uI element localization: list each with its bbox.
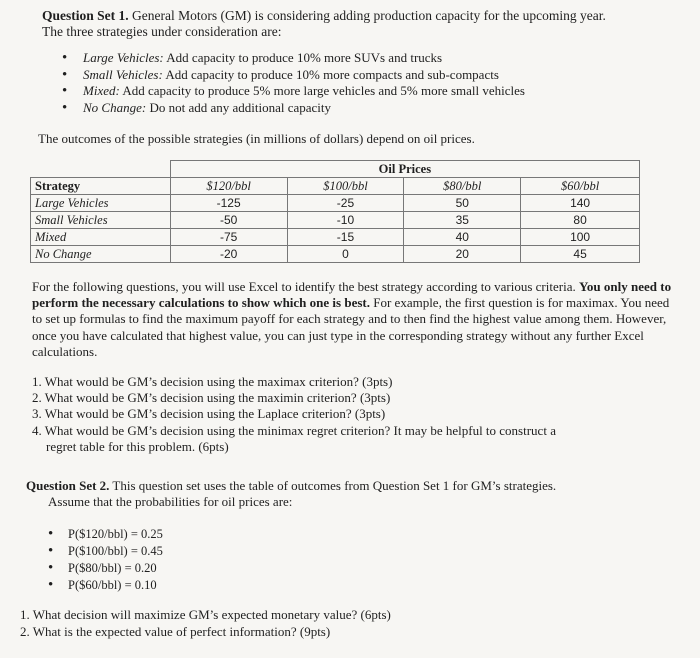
table-cell: -25 bbox=[287, 195, 404, 212]
question-set-1-title-rest: General Motors (GM) is considering adding production capacity for the upcoming year. bbox=[128, 8, 606, 23]
price-header: $100/bbl bbox=[287, 178, 404, 195]
row-label: Small Vehicles bbox=[31, 212, 171, 229]
question-set-2-line2: Assume that the probabilities for oil prices are: bbox=[48, 494, 293, 509]
probability-item: • P($60/bbl) = 0.10 bbox=[48, 577, 163, 594]
strategy-item: • Mixed: Add capacity to produce 5% more large vehicles and 5% more small vehicles bbox=[62, 83, 525, 100]
price-header: $120/bbl bbox=[170, 178, 287, 195]
strategy-item: • Large Vehicles: Add capacity to produce 10% more SUVs and trucks bbox=[62, 50, 525, 67]
outcomes-table bbox=[30, 160, 640, 264]
table-cell: -125 bbox=[170, 195, 287, 212]
question-item-continued: regret table for this problem. (6pts) bbox=[46, 438, 229, 454]
table-cell: -10 bbox=[287, 212, 404, 229]
oil-prices-header: Oil Prices bbox=[170, 161, 639, 178]
instructions-paragraph: For the following questions, you will use Excel to identify the best strategy according to various criteria. You only need to perform the necessary calculations to show which one is best. For example, the first question is for maximax. You need to set up formulas to find the maximum payoff for each strategy and to then find the highest value among them. However, once you have calculated that highest value, you can just type in the corresponding strategy without any further Excel calculations. bbox=[32, 279, 672, 359]
table-cell: 45 bbox=[521, 246, 640, 263]
strategy-item: • No Change: Do not add any additional capacity bbox=[62, 100, 525, 117]
table-cell: 0 bbox=[287, 246, 404, 263]
question-item: 2. What would be GM’s decision using the maximin criterion? (3pts) bbox=[32, 390, 391, 406]
table-cell: 100 bbox=[521, 229, 640, 246]
price-header: $80/bbl bbox=[404, 178, 521, 195]
table-cell: 40 bbox=[404, 229, 521, 246]
price-header: $60/bbl bbox=[521, 178, 640, 195]
question-item: 3. What would be GM’s decision using the Laplace criterion? (3pts) bbox=[32, 406, 386, 422]
table-cell: -20 bbox=[170, 246, 287, 263]
question-set-2-title: Question Set 2. bbox=[26, 478, 110, 493]
probability-item: • P($80/bbl) = 0.20 bbox=[48, 560, 163, 577]
strategy-list bbox=[62, 50, 525, 116]
table-cell: 140 bbox=[521, 195, 640, 212]
table-cell: -75 bbox=[170, 229, 287, 246]
strategy-header: Strategy bbox=[31, 178, 171, 195]
probability-item: • P($100/bbl) = 0.45 bbox=[48, 543, 163, 560]
table-row bbox=[31, 195, 640, 212]
outcomes-text: The outcomes of the possible strategies (in millions of dollars) depend on oil prices. bbox=[38, 131, 475, 146]
table-corner bbox=[31, 161, 171, 178]
table-cell: 35 bbox=[404, 212, 521, 229]
question-set-1-questions bbox=[32, 374, 672, 455]
row-label: Mixed bbox=[31, 229, 171, 246]
table-cell: 20 bbox=[404, 246, 521, 263]
question-set-2-intro: Question Set 2. This question set uses the table of outcomes from Question Set 1 for GM’s strategies. Assume that the probabilities for oil prices are: bbox=[26, 478, 557, 509]
question-set-1-intro bbox=[42, 8, 606, 40]
table-cell: -50 bbox=[170, 212, 287, 229]
instructions-bold: You only need to perform the necessary calculations to show which one is best. bbox=[32, 279, 672, 311]
question-set-2-questions bbox=[20, 606, 391, 640]
question-set-1-line2: The three strategies under consideration are: bbox=[42, 24, 282, 39]
strategy-item: • Small Vehicles: Add capacity to produce 10% more compacts and sub-compacts bbox=[62, 67, 525, 84]
table-row bbox=[31, 229, 640, 246]
row-label: No Change bbox=[31, 246, 171, 263]
question-set-1-title: Question Set 1. bbox=[42, 8, 129, 23]
question-item: 1. What decision will maximize GM’s expected monetary value? (6pts) bbox=[20, 607, 391, 622]
question-item: 2. What is the expected value of perfect information? (9pts) bbox=[20, 624, 331, 639]
probability-list bbox=[48, 526, 163, 594]
question-item: 1. What would be GM’s decision using the maximax criterion? (3pts) bbox=[32, 374, 393, 389]
table-cell: 50 bbox=[404, 195, 521, 212]
row-label: Large Vehicles bbox=[31, 195, 171, 212]
table-row bbox=[31, 212, 640, 229]
table-cell: -15 bbox=[287, 229, 404, 246]
question-item: 4. What would be GM’s decision using the minimax regret criterion? It may be helpful to construct a bbox=[32, 422, 556, 438]
table-header-row bbox=[31, 178, 640, 195]
probability-item: • P($120/bbl) = 0.25 bbox=[48, 526, 163, 543]
table-cell: 80 bbox=[521, 212, 640, 229]
table-row bbox=[31, 246, 640, 263]
